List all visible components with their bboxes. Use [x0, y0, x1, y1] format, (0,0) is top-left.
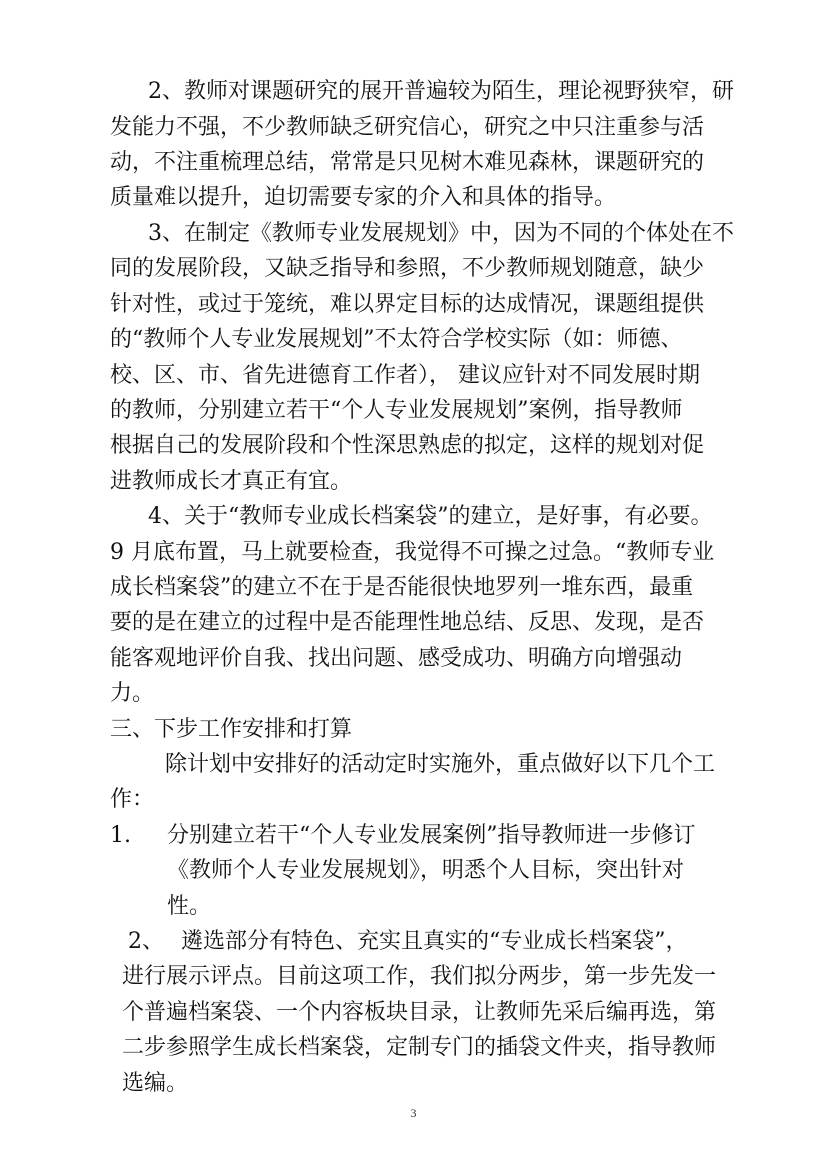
paragraph-3-line: 校、区、市、省先进德育工作者）， 建议应针对不同发展时期 — [110, 363, 700, 388]
paragraph-3-line: 针对性，或过于笼统，难以界定目标的达成情况，课题组提供 — [110, 292, 705, 317]
paragraph-4-line: 成长档案袋”的建立不在于是否能很快地罗列一堆东西，最重 — [110, 575, 694, 600]
list-item-line: 分别建立若干“个人专业发展案例”指导教师进一步修订 — [167, 823, 696, 848]
paragraph-3-line: 根据自己的发展阶段和个性深思熟虑的拟定，这样的规划对促 — [110, 433, 705, 458]
paragraph-2-line: 发能力不强，不少教师缺乏研究信心，研究之中只注重参与活 — [110, 115, 705, 140]
list-item-number: 1. — [110, 823, 131, 848]
paragraph-4-line: 力。 — [110, 681, 155, 706]
paragraph-3-line: 3、在制定《教师专业发展规划》中，因为不同的个体处在不 — [148, 221, 734, 246]
list-item-number: 2、 — [128, 929, 164, 954]
paragraph-2-line: 2、教师对课题研究的展开普遍较为陌生，理论视野狭窄，研 — [148, 79, 734, 104]
paragraph-4-line: 能客观地评价自我、找出问题、感受成功、明确方向增强动 — [110, 646, 683, 671]
paragraph-3-line: 的“教师个人专业发展规划”不太符合学校实际（如：师德、 — [110, 327, 683, 352]
paragraph-4-line: 4、关于“教师专业成长档案袋”的建立，是好事，有必要。 — [148, 504, 713, 529]
paragraph-2-line: 质量难以提升，迫切需要专家的介入和具体的指导。 — [110, 185, 617, 210]
paragraph-4-line: 要的是在建立的过程中是否能理性地总结、反思、发现，是否 — [110, 610, 705, 635]
paragraph-4-line: 9 月底布置，马上就要检查，我觉得不可操之过急。“教师专业 — [110, 540, 715, 565]
section-intro-line: 除计划中安排好的活动定时实施外，重点做好以下几个工 — [165, 752, 716, 777]
list-item-line: 个普遍档案袋、一个内容板块目录，让教师先采后编再选，第 — [122, 1000, 717, 1025]
section-intro-line: 作： — [110, 787, 155, 812]
section-heading: 三、下步工作安排和打算 — [110, 717, 353, 742]
page-number: 3 — [410, 1106, 417, 1120]
paragraph-3-line: 的教师，分别建立若干“个人专业发展规划”案例，指导教师 — [110, 398, 683, 423]
paragraph-3-line: 进教师成长才真正有宜。 — [110, 469, 353, 494]
list-item-line: 《教师个人专业发展规划》，明悉个人目标，突出针对 — [167, 858, 685, 883]
list-item-line: 遴选部分有特色、充实且真实的“专业成长档案袋”， — [181, 929, 688, 954]
paragraph-3-line: 同的发展阶段，又缺乏指导和参照，不少教师规划随意，缺少 — [110, 256, 705, 281]
list-item-line: 选编。 — [122, 1071, 189, 1096]
paragraph-2-line: 动，不注重梳理总结，常常是只见树木难见森林，课题研究的 — [110, 150, 705, 175]
list-item-line: 性。 — [167, 894, 212, 919]
list-item-line: 二步参照学生成长档案袋，定制专门的插袋文件夹，指导教师 — [122, 1035, 717, 1060]
list-item-line: 进行展示评点。目前这项工作，我们拟分两步，第一步先发一 — [122, 964, 717, 989]
